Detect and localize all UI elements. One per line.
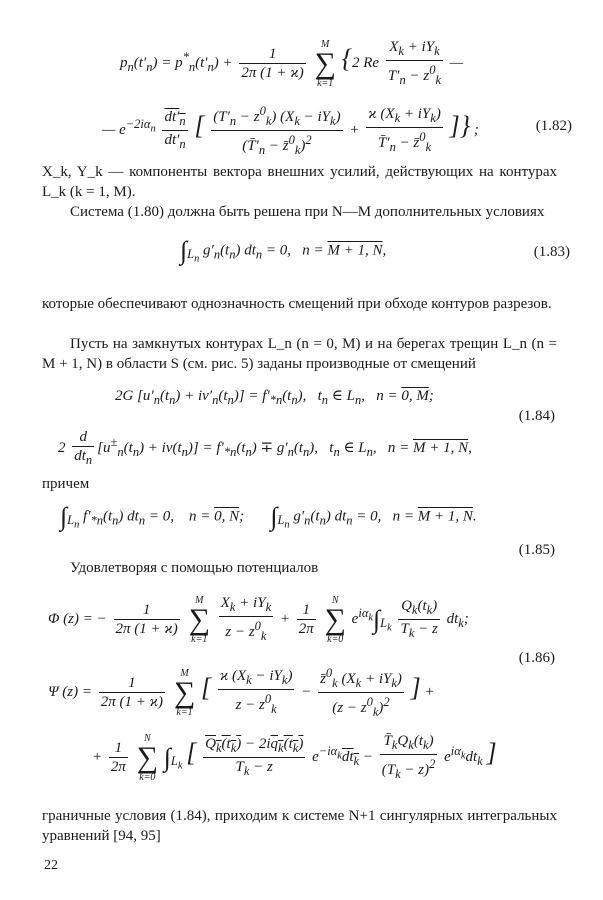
equation-1-86-psi: Ψ (z) = $\frac{1}{2\pi (1 + ϰ)}$ M ∑ k=1 [ $\frac{ϰ (X_k - iY_k)}{z - z^0_k}$ − $\frac{z̄^0_k (X_k + iY_k)}{(z - z^0_k)^2}$ ] + xyxy=(48,666,435,719)
equation-number: (1.83) xyxy=(533,244,570,260)
equation-1-83: $\int_{L_n}$ $g'_n(t_n) dt_n = 0$, n = M + 1, N, (1.83) xyxy=(180,236,570,265)
paragraph-moreover: причем xyxy=(42,476,90,492)
paragraph-boundary-derivatives: Пусть на замкнутых контурах L_n (n = 0, M) и на берегах трещин L_n (n = M + 1, N) в области S (см. рис. 5) заданы производные от смещений xyxy=(42,336,557,372)
equation-1-84-line2: 2 $\frac{d}{dt_n}$ $[u^\pm_n(t_n) + iv(t_n)] = f'_{*n}(t_n) \mp g'_n(t_n)$, $t_n$ ∈ $L_n$, n = M + 1, N, xyxy=(58,429,472,467)
equation-1-84-line1: 2G $[u'_n(t_n) + iv'_n(t_n)] = f'_{*n}(t_n)$, $t_n$ ∈ $L_n$, n = 0, M; xyxy=(115,388,434,407)
equation-1-86-tail: + $\frac{1}{2\pi}$ N ∑ k=0 $\int_{L_k}$ [ $\frac{Q_k(t_k) - 2iq_k(t_k)}{T_k - z}$ $e^{-i\alpha_k}dt_k$ − $\frac{T̄_kQ_k(t_k)}{(T_k - z)^2}$ $e^{i\alpha_k}dt_k$ ] xyxy=(92,732,497,783)
equation-number: (1.85) xyxy=(518,542,555,558)
paragraph-system-conditions: Система (1.80) должна быть решена при N—M дополнительных условиях xyxy=(70,204,545,220)
equation-1-85: $\int_{L_n}$ $f'_{*n}(t_n) dt_n = 0$, n = 0, N; $\int_{L_n}$ $g'_n(t_n) dt_n = 0$, n = M + 1, N. xyxy=(60,502,477,531)
equation-1-82-line1: $p_n(t'_n) = p^*_n(t'_n)$ + $\frac{1}{2\pi (1 + ϰ)}$ M ∑ k=1 {2 Re $\frac{X_k + iY_k}{T'_n - z^0_k}$ — xyxy=(120,38,464,89)
paragraph-potentials: Удовлетворяя с помощью потенциалов xyxy=(70,560,319,576)
equation-number: (1.82) xyxy=(535,118,572,134)
paragraph-external-forces: X_k, Y_k — компоненты вектора внешних усилий, действующих на контурах L_k (k = 1, M). xyxy=(42,164,557,200)
paragraph-integral-equations: граничные условия (1.84), приходим к системе N+1 сингулярных интегральных уравнений [94, 95] xyxy=(42,808,557,844)
equation-number: (1.84) xyxy=(518,408,555,424)
equation-1-82-line2: — $e^{-2i\alpha_n}$ $\frac{dt'_n}{dt'_n}$ [ $\frac{(T'_n - z^0_k) (X_k - iY_k)}{(T̄'_n - z̄^0_k)^2}$ + $\frac{ϰ (X_k + iY_k)}{T̄'_n - z̄^0_k}$ ]} ; (1.82) xyxy=(102,104,572,157)
equation-1-86-phi: Φ (z) = − $\frac{1}{2\pi (1 + ϰ)}$ M ∑ k=1 $\frac{X_k + iY_k}{z - z^0_k}$ + $\frac{1}{2\pi}$ N ∑ k=0 $e^{i\alpha_k}\int_{L_k}$ $\frac{Q_k(t_k)}{T_k - z}$ $dt_k$; xyxy=(48,594,469,645)
paragraph-uniqueness: которые обеспечивают однозначность смещений при обходе контуров разрезов. xyxy=(42,296,552,312)
page-number: 22 xyxy=(44,858,58,873)
equation-number: (1.86) xyxy=(518,650,555,666)
